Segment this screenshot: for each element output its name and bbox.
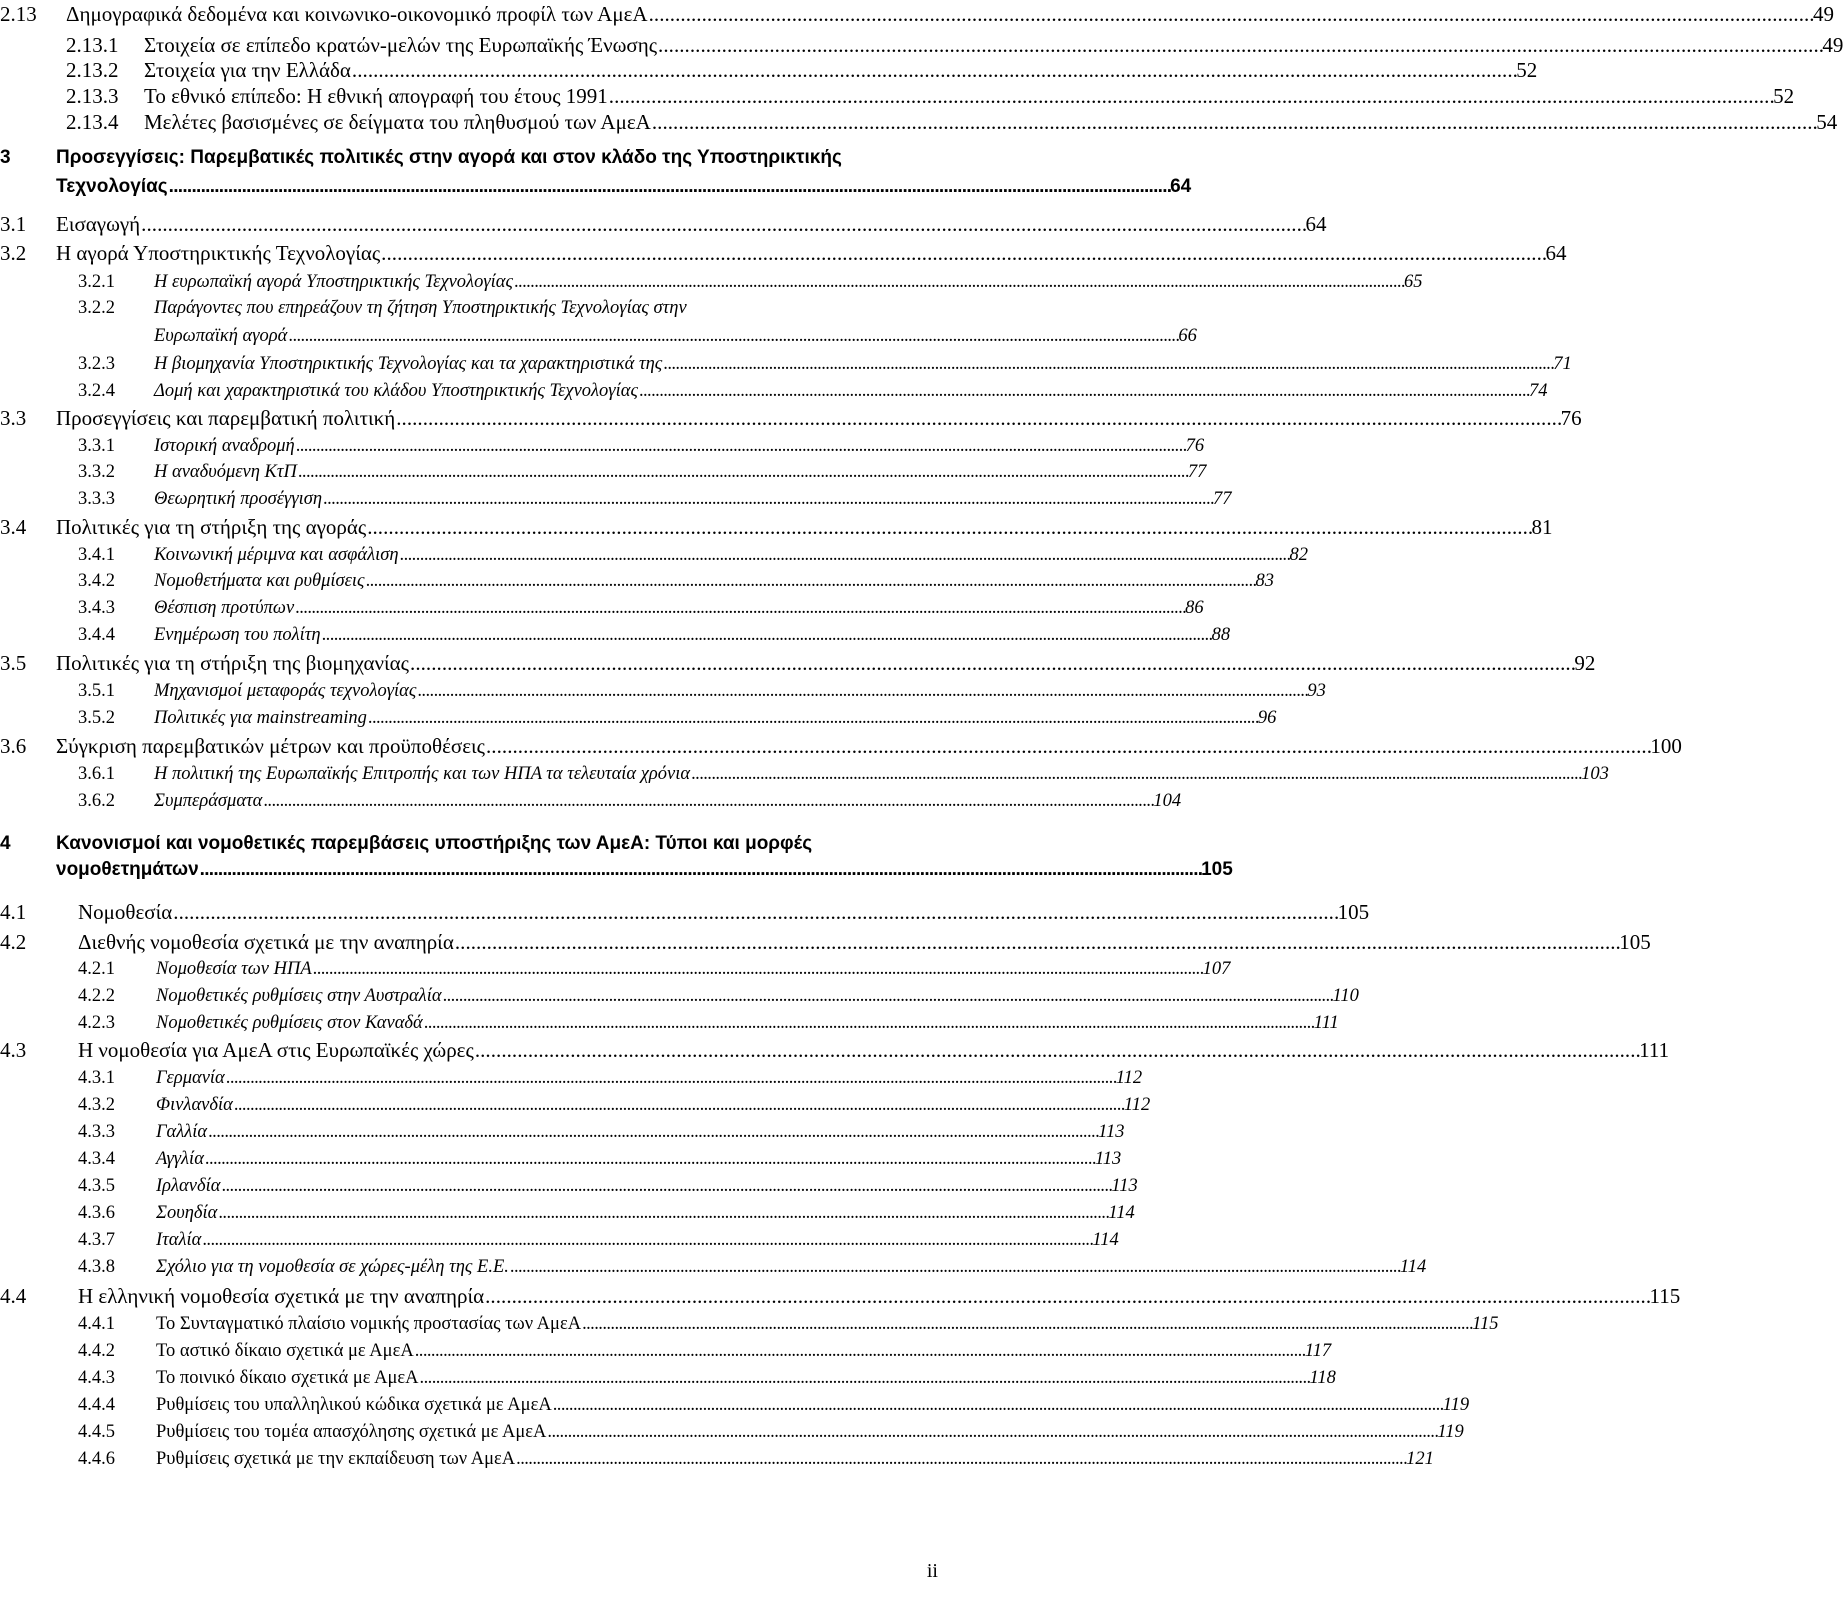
toc-title: Το ποινικό δίκαιο σχετικά με ΑμεΑ [156, 1368, 419, 1388]
dot-leader [582, 1314, 1471, 1335]
toc-entry-3-2-2[interactable] [154, 326, 1197, 347]
toc-number: 4.4.1 [78, 1314, 115, 1334]
toc-page-number: 71 [1553, 354, 1572, 374]
toc-number: 3.3.2 [78, 462, 115, 482]
dot-leader [485, 1284, 1648, 1309]
toc-title: Κοινωνική μέριμνα και ασφάλιση [154, 545, 399, 565]
toc-page-number: 82 [1289, 545, 1309, 565]
toc-title: Η αγορά Υποστηρικτικής Τεχνολογίας [56, 241, 381, 265]
dot-leader [381, 241, 1544, 266]
dot-leader [226, 1068, 1115, 1089]
dot-leader [221, 1176, 1110, 1197]
dot-leader [208, 1122, 1097, 1143]
toc-title: Παράγοντες που επηρεάζουν τη ζήτηση Υποστηρικτικής Τεχνολογίας στην [154, 298, 687, 318]
toc-number: 3.2.2 [78, 298, 115, 318]
toc-number: 4.4.5 [78, 1422, 115, 1442]
toc-entry-3-3-2[interactable] [78, 462, 1207, 483]
toc-page-number: 110 [1332, 986, 1359, 1006]
toc-entry-2-13-1[interactable] [66, 33, 1843, 58]
toc-entry-4-4[interactable] [0, 1284, 1681, 1309]
page-number-footer: ii [926, 1560, 938, 1582]
toc-number: 3.2.1 [78, 272, 115, 292]
toc-number: 4.2.2 [78, 986, 115, 1006]
toc-title: Το Συνταγματικό πλαίσιο νομικής προστασίας των ΑμεΑ [156, 1314, 582, 1334]
dot-leader [400, 545, 1289, 566]
toc-number: 4.4.4 [78, 1395, 115, 1415]
toc-page-number: 111 [1313, 1013, 1339, 1033]
dot-leader [609, 84, 1772, 109]
dot-leader [200, 859, 1200, 881]
toc-entry-3-4-4[interactable] [78, 625, 1231, 646]
toc-entry-3-5[interactable] [0, 651, 1596, 676]
toc-title: Κανονισμοί και νομοθετικές παρεμβάσεις υποστήριξης των ΑμεΑ: Τύποι και μορφές [56, 833, 813, 854]
toc-page-number: 112 [1115, 1068, 1143, 1088]
toc-page-number: 88 [1211, 625, 1231, 645]
toc-title: Στοιχεία σε επίπεδο κρατών-μελών της Ευρωπαϊκής Ένωσης [144, 33, 658, 57]
toc-number: 4.2 [0, 930, 27, 954]
toc-number: 3.4.3 [78, 598, 115, 618]
toc-title: Πολιτικές για mainstreaming [154, 708, 367, 728]
toc-entry-3-3-3[interactable] [78, 489, 1232, 510]
toc-title: Φινλανδία [156, 1095, 233, 1115]
toc-entry-3-2-2-line1[interactable] [78, 298, 687, 319]
toc-title: Νομοθεσία των ΗΠΑ [156, 959, 312, 979]
toc-page-number: 76 [1560, 406, 1582, 430]
toc-entry-4-1[interactable] [0, 900, 1370, 925]
toc-title: Εισαγωγή [56, 212, 141, 236]
toc-page-number: 54 [1816, 110, 1838, 134]
toc-page-number: 66 [1178, 326, 1197, 346]
toc-entry-4-4-2[interactable] [78, 1341, 1332, 1362]
toc-entry-4-4-5[interactable] [78, 1422, 1464, 1443]
toc-entry-3-4[interactable] [0, 515, 1553, 540]
toc-title: Γερμανία [156, 1068, 225, 1088]
toc-entry-3-2-4[interactable] [78, 381, 1548, 402]
toc-title: Προσεγγίσεις: Παρεμβατικές πολιτικές στην αγορά και στον κλάδο της Υποστηρικτικής [56, 147, 842, 168]
toc-title: Θέσπιση προτύπων [154, 598, 295, 618]
dot-leader [352, 58, 1515, 83]
toc-entry-3-3-1[interactable] [78, 436, 1205, 457]
toc-number: 4.3.1 [78, 1068, 115, 1088]
toc-page-number: 77 [1213, 489, 1232, 509]
toc-entry-4-3-1[interactable] [78, 1068, 1143, 1089]
toc-number: 2.13.4 [66, 110, 119, 134]
dot-leader [313, 959, 1202, 980]
toc-number: 2.13.2 [66, 58, 119, 82]
toc-page-number: 119 [1437, 1422, 1464, 1442]
toc-page-number: 115 [1649, 1284, 1681, 1308]
dot-leader [169, 176, 1169, 198]
dot-leader [322, 625, 1211, 646]
toc-page-number: 121 [1406, 1449, 1434, 1469]
toc-page-number: 77 [1187, 462, 1207, 482]
toc-number: 3.5 [0, 651, 27, 675]
toc-title: Ρυθμίσεις του υπαλληλικού κώδικα σχετικά με ΑμεΑ [156, 1395, 552, 1415]
toc-number: 3 [0, 147, 11, 168]
dot-leader [368, 708, 1257, 729]
toc-entry-2-13-4[interactable] [66, 110, 1838, 135]
toc-title: Θεωρητική προσέγγιση [154, 489, 323, 509]
toc-title: Προσεγγίσεις και παρεμβατική πολιτική [56, 406, 396, 430]
toc-number: 3.4 [0, 515, 27, 539]
toc-page-number: 103 [1581, 764, 1609, 784]
toc-page-number: 119 [1442, 1395, 1470, 1415]
toc-entry-4-3-4[interactable] [78, 1149, 1122, 1170]
dot-leader [553, 1395, 1442, 1416]
toc-title: Αγγλία [156, 1149, 204, 1169]
dot-leader [234, 1095, 1123, 1116]
dot-leader [205, 1149, 1094, 1170]
toc-page-number: 64 [1545, 241, 1567, 265]
toc-title: Η ελληνική νομοθεσία σχετικά με την αναπηρία [78, 1284, 485, 1308]
toc-entry-3-6[interactable] [0, 734, 1682, 759]
toc-entry-4-2-2[interactable] [78, 986, 1359, 1007]
toc-entry-3-5-1[interactable] [78, 681, 1326, 702]
toc-title: Μελέτες βασισμένες σε δείγματα του πληθυσμού των ΑμεΑ [144, 110, 651, 134]
toc-number: 3.6.2 [78, 791, 115, 811]
toc-title: Ενημέρωση του πολίτη [154, 625, 321, 645]
toc-number: 2.13.1 [66, 33, 119, 57]
toc-number: 3.2.3 [78, 354, 115, 374]
toc-entry-3-4-3[interactable] [78, 598, 1204, 619]
toc-title: Σουηδία [156, 1203, 218, 1223]
toc-title: Σύγκριση παρεμβατικών μέτρων και προϋποθέσεις [56, 734, 485, 758]
dot-leader [443, 986, 1332, 1007]
toc-entry-2-13-2[interactable] [66, 58, 1538, 83]
dot-leader [367, 515, 1530, 540]
toc-number: 4.3.5 [78, 1176, 115, 1196]
toc-title: Ρυθμίσεις του τομέα απασχόλησης σχετικά με ΑμεΑ [156, 1422, 547, 1442]
dot-leader [639, 381, 1528, 402]
toc-number: 4.3.4 [78, 1149, 115, 1169]
toc-number: 4.3.6 [78, 1203, 115, 1223]
toc-entry-4-2-3[interactable] [78, 1013, 1339, 1034]
toc-title: Διεθνής νομοθεσία σχετικά με την αναπηρία [78, 930, 454, 954]
toc-title: Δημογραφικά δεδομένα και κοινωνικο-οικονομικό προφίλ των ΑμεΑ [66, 2, 648, 26]
toc-number: 2.13.3 [66, 84, 119, 108]
toc-page-number: 114 [1092, 1230, 1119, 1250]
toc-entry-3-2-3[interactable] [78, 354, 1572, 375]
toc-page-number: 115 [1472, 1314, 1499, 1334]
toc-number: 4.2.1 [78, 959, 115, 979]
toc-number: 4.4.3 [78, 1368, 115, 1388]
dot-leader [486, 734, 1649, 759]
toc-page-number: 118 [1309, 1368, 1336, 1388]
toc-entry-4-2-1[interactable] [78, 959, 1231, 980]
toc-title: Ιρλανδία [156, 1176, 221, 1196]
toc-entry-4-3-3[interactable] [78, 1122, 1125, 1143]
toc-page-number: 105 [1201, 859, 1233, 880]
toc-entry-4-4-4[interactable] [78, 1395, 1470, 1416]
toc-entry-4-3-7[interactable] [78, 1230, 1119, 1251]
toc-entry-3-3[interactable] [0, 406, 1582, 431]
toc-title-continued: Ευρωπαϊκή αγορά [154, 326, 288, 346]
toc-title: Νομοθετικές ρυθμίσεις στον Καναδά [156, 1013, 423, 1033]
dot-leader [288, 326, 1177, 347]
toc-entry-4-4-3[interactable] [78, 1368, 1336, 1389]
toc-entry-4-3-5[interactable] [78, 1176, 1138, 1197]
toc-entry-4-3[interactable] [0, 1038, 1670, 1063]
dot-leader [366, 571, 1255, 592]
toc-page-number: 111 [1639, 1038, 1670, 1062]
toc-title: Η ευρωπαϊκή αγορά Υποστηρικτικής Τεχνολογίας [154, 272, 513, 292]
toc-page-number: 112 [1123, 1095, 1151, 1115]
dot-leader [475, 1038, 1638, 1063]
toc-page-number: 105 [1337, 900, 1370, 924]
toc-number: 4.3.2 [78, 1095, 115, 1115]
dot-leader [298, 462, 1187, 483]
toc-number: 4.3 [0, 1038, 27, 1062]
toc-page-number: 117 [1304, 1341, 1332, 1361]
dot-leader [323, 489, 1212, 510]
toc-entry-4-3-2[interactable] [78, 1095, 1151, 1116]
toc-page-number: 86 [1185, 598, 1204, 618]
toc-entry-3-6-2[interactable] [78, 791, 1182, 812]
dot-leader [202, 1230, 1091, 1251]
dot-leader [455, 930, 1618, 955]
toc-page-number: 83 [1255, 571, 1275, 591]
toc-title: Συμπεράσματα [154, 791, 263, 811]
toc-entry-3-1[interactable] [0, 212, 1327, 237]
toc-title: Γαλλία [156, 1122, 208, 1142]
dot-leader [296, 436, 1185, 457]
toc-page-number: 114 [1399, 1257, 1427, 1277]
toc-number: 3.6 [0, 734, 27, 758]
toc-entry-4-3-8[interactable] [78, 1257, 1427, 1278]
dot-leader [263, 791, 1152, 812]
toc-number: 3.2 [0, 241, 27, 265]
toc-chapter-4-line1[interactable] [0, 833, 812, 855]
toc-number: 3.6.1 [78, 764, 115, 784]
toc-number: 3.4.2 [78, 571, 115, 591]
dot-leader [410, 651, 1573, 676]
toc-page-number: 81 [1531, 515, 1553, 539]
toc-title: Ρυθμίσεις σχετικά με την εκπαίδευση των ΑμεΑ [156, 1449, 516, 1469]
toc-number: 3.3.1 [78, 436, 115, 456]
toc-entry-4-2[interactable] [0, 930, 1651, 955]
toc-chapter-3-line1[interactable] [0, 147, 842, 169]
toc-title: Πολιτικές για τη στήριξη της αγοράς [56, 515, 367, 539]
toc-title: Το αστικό δίκαιο σχετικά με ΑμεΑ [156, 1341, 414, 1361]
toc-number: 4.4 [0, 1284, 27, 1308]
toc-title: Μηχανισμοί μεταφοράς τεχνολογίας [154, 681, 417, 701]
toc-title: Νομοθεσία [78, 900, 173, 924]
toc-number: 3.2.4 [78, 381, 115, 401]
toc-page-number: 64 [1170, 176, 1192, 197]
dot-leader [424, 1013, 1313, 1034]
dot-leader [295, 598, 1184, 619]
toc-page-number: 52 [1773, 84, 1795, 108]
toc-entry-4-3-6[interactable] [78, 1203, 1135, 1224]
toc-title: Ιταλία [156, 1230, 202, 1250]
toc-entry-3-4-1[interactable] [78, 545, 1309, 566]
toc-number: 3.1 [0, 212, 27, 236]
toc-entry-3-2[interactable] [0, 241, 1567, 266]
toc-title: Η νομοθεσία για ΑμεΑ στις Ευρωπαϊκές χώρες [78, 1038, 474, 1062]
toc-entry-3-2-1[interactable] [78, 272, 1423, 293]
toc-title: Στοιχεία για την Ελλάδα [144, 58, 351, 82]
dot-leader [141, 212, 1304, 237]
toc-number: 3.3 [0, 406, 27, 430]
toc-number: 4.1 [0, 900, 27, 924]
toc-title: Σχόλιο για τη νομοθεσία σε χώρες-μέλη της Ε.Ε. [156, 1257, 509, 1277]
toc-page-number: 104 [1153, 791, 1182, 811]
toc-title: Νομοθετικές ρυθμίσεις στην Αυστραλία [156, 986, 442, 1006]
toc-title: Η βιομηχανία Υποστηρικτικής Τεχνολογίας και τα χαρακτηριστικά της [154, 354, 663, 374]
dot-leader [417, 681, 1306, 702]
toc-chapter-4[interactable] [56, 859, 1233, 881]
toc-title: Ιστορική αναδρομή [154, 436, 295, 456]
toc-page-number: 49 [1822, 33, 1843, 57]
toc-number: 4.4.2 [78, 1341, 115, 1361]
toc-entry-3-6-1[interactable] [78, 764, 1609, 785]
toc-page-number: 52 [1516, 58, 1538, 82]
toc-entry-2-13[interactable] [0, 2, 1834, 27]
toc-entry-3-5-2[interactable] [78, 708, 1277, 729]
toc-number: 2.13 [0, 2, 37, 26]
toc-entry-2-13-3[interactable] [66, 84, 1795, 109]
toc-number: 4.3.8 [78, 1257, 115, 1277]
dot-leader [658, 33, 1821, 58]
toc-page-number: 76 [1185, 436, 1205, 456]
toc-number: 4.3.7 [78, 1230, 115, 1250]
dot-leader [420, 1368, 1309, 1389]
toc-title: Νομοθετήματα και ρυθμίσεις [154, 571, 365, 591]
toc-number: 3.4.4 [78, 625, 115, 645]
dot-leader [173, 900, 1336, 925]
toc-page-number: 113 [1098, 1122, 1125, 1142]
toc-page-number: 65 [1403, 272, 1423, 292]
dot-leader [547, 1422, 1436, 1443]
toc-number: 4.4.6 [78, 1449, 115, 1469]
toc-number: 3.4.1 [78, 545, 115, 565]
dot-leader [652, 110, 1815, 135]
toc-title-continued: Τεχνολογίας [56, 176, 168, 197]
toc-page-number: 113 [1094, 1149, 1122, 1169]
dot-leader [516, 1449, 1405, 1470]
dot-leader [396, 406, 1559, 431]
toc-number: 3.3.3 [78, 489, 115, 509]
toc-chapter-3[interactable] [56, 176, 1192, 198]
toc-page-number: 113 [1111, 1176, 1138, 1196]
toc-page-number: 96 [1257, 708, 1277, 728]
toc-entry-3-4-2[interactable] [78, 571, 1275, 592]
toc-number: 4 [0, 833, 11, 854]
toc-page-number: 74 [1528, 381, 1548, 401]
toc-title: Δομή και χαρακτηριστικά του κλάδου Υποστηρικτικής Τεχνολογίας [154, 381, 638, 401]
toc-page-number: 114 [1108, 1203, 1135, 1223]
dot-leader [649, 2, 1812, 27]
toc-number: 3.5.1 [78, 681, 115, 701]
toc-entry-4-4-1[interactable] [78, 1314, 1499, 1335]
dot-leader [510, 1257, 1399, 1278]
toc-title: Η πολιτική της Ευρωπαϊκής Επιτροπής και των ΗΠΑ τα τελευταία χρόνια [154, 764, 691, 784]
toc-number: 3.5.2 [78, 708, 115, 728]
dot-leader [691, 764, 1580, 785]
toc-title-continued: νομοθετημάτων [56, 859, 199, 880]
toc-page-number: 64 [1305, 212, 1327, 236]
toc-page-number: 105 [1619, 930, 1651, 954]
toc-entry-4-4-6[interactable] [78, 1449, 1434, 1470]
toc-title: Πολιτικές για τη στήριξη της βιομηχανίας [56, 651, 410, 675]
toc-title: Η αναδυόμενη ΚτΠ [154, 462, 297, 482]
dot-leader [415, 1341, 1304, 1362]
toc-page-number: 49 [1812, 2, 1834, 26]
toc-title: Το εθνικό επίπεδο: Η εθνική απογραφή του έτους 1991 [144, 84, 608, 108]
toc-number: 4.2.3 [78, 1013, 115, 1033]
dot-leader [663, 354, 1552, 375]
toc-number: 4.3.3 [78, 1122, 115, 1142]
toc-page-number: 93 [1307, 681, 1326, 701]
dot-leader [514, 272, 1403, 293]
toc-page-number: 100 [1650, 734, 1682, 758]
toc-page-number: 107 [1202, 959, 1231, 979]
toc-page-number: 92 [1574, 651, 1596, 675]
dot-leader [218, 1203, 1107, 1224]
